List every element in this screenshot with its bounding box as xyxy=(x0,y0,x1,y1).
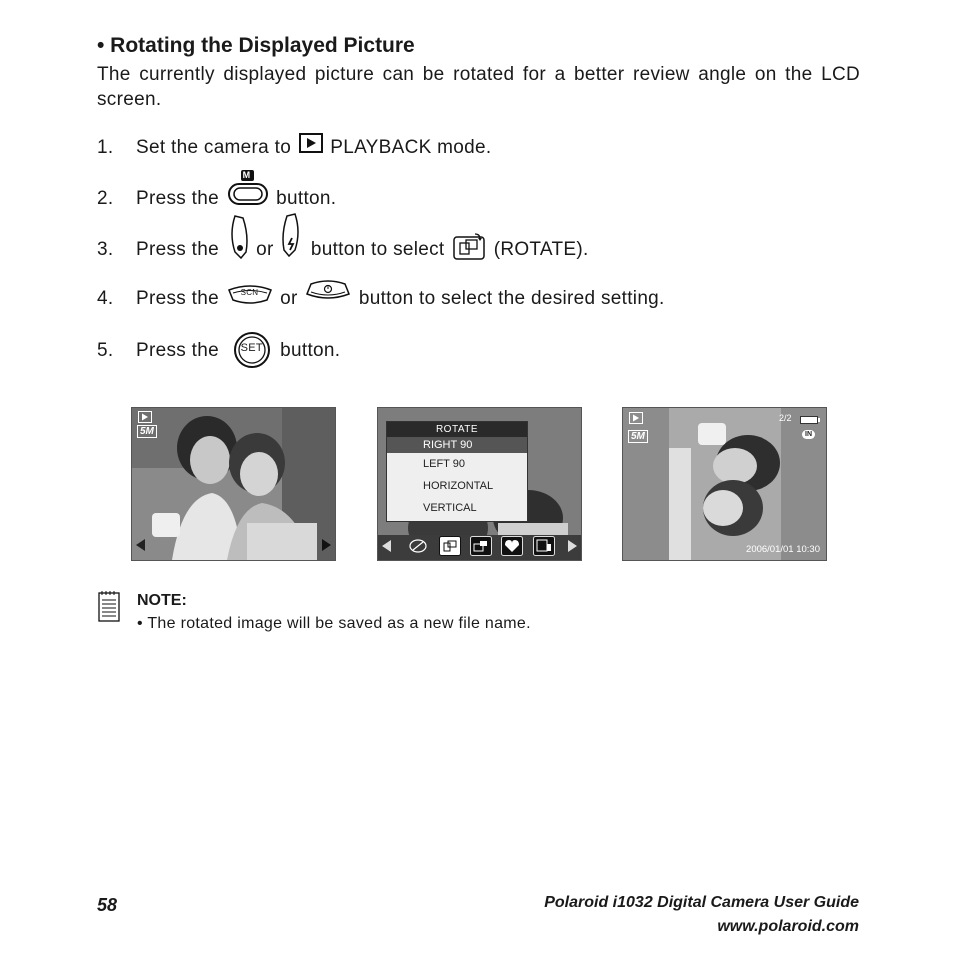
rotate-menu xyxy=(386,421,528,522)
menu-title: ROTATE xyxy=(387,422,527,437)
next-arrow-icon[interactable] xyxy=(321,539,331,551)
note-text: • The rotated image will be saved as a new file name. xyxy=(137,615,531,632)
step-text: Press the xyxy=(136,239,219,261)
step-4 xyxy=(97,288,665,310)
footer-url: www.polaroid.com xyxy=(717,918,859,935)
step-text: or xyxy=(256,239,274,261)
notepad-icon xyxy=(98,590,120,622)
resolution-badge: 5M xyxy=(137,425,157,438)
step-text: Set the camera to xyxy=(136,137,292,159)
step-3 xyxy=(97,238,589,262)
step-text: button. xyxy=(276,188,337,210)
set-button-icon xyxy=(233,339,271,363)
step-number: 5. xyxy=(97,340,114,362)
step-2 xyxy=(97,170,337,211)
step-number: 1. xyxy=(97,137,114,159)
step-text: button. xyxy=(280,340,341,362)
next-arrow-icon[interactable] xyxy=(567,540,577,552)
playback-screen xyxy=(131,407,336,561)
effect-icon[interactable] xyxy=(408,538,428,554)
prev-arrow-icon[interactable] xyxy=(136,539,146,551)
scn-key-label: SCN xyxy=(240,288,259,297)
playback-mode-icon xyxy=(629,412,643,424)
favorite-icon[interactable] xyxy=(501,536,523,556)
self-timer-button-icon xyxy=(305,288,351,310)
menu-item-left-90[interactable]: LEFT 90 xyxy=(423,458,465,470)
note-title: NOTE: xyxy=(137,592,187,609)
step-text: (ROTATE). xyxy=(493,239,589,261)
rotate-icon xyxy=(453,238,485,262)
macro-button-icon xyxy=(227,238,249,262)
internal-memory-badge: IN xyxy=(802,430,815,439)
step-text: PLAYBACK mode. xyxy=(330,137,492,159)
flash-button-icon xyxy=(281,238,303,262)
voice-memo-icon[interactable] xyxy=(533,536,555,556)
menu-item-right-90[interactable]: RIGHT 90 xyxy=(387,437,527,453)
guide-title: Polaroid i1032 Digital Camera User Guide xyxy=(544,894,859,911)
intro-paragraph: The currently displayed picture can be rotated for a better review angle on the LCD screen. xyxy=(97,64,860,110)
playback-photo xyxy=(132,408,335,560)
image-counter: 2/2 xyxy=(779,413,792,423)
rotated-photo xyxy=(623,408,826,560)
step-text: Press the xyxy=(136,188,219,210)
menu-key-label: M xyxy=(242,170,251,180)
battery-icon xyxy=(800,416,820,424)
step-text: button to select xyxy=(310,239,445,261)
rotate-icon[interactable] xyxy=(439,536,461,556)
menu-button-icon xyxy=(227,170,269,211)
step-1 xyxy=(97,137,491,159)
menu-item-vertical[interactable]: VERTICAL xyxy=(423,502,477,514)
step-number: 3. xyxy=(97,239,114,261)
menu-item-horizontal[interactable]: HORIZONTAL xyxy=(423,480,494,492)
rotate-menu-screen xyxy=(377,407,582,561)
step-text: Press the xyxy=(136,288,219,310)
resolution-badge: 5M xyxy=(628,430,648,443)
set-key-label: SET xyxy=(240,342,263,354)
step-5 xyxy=(97,339,340,363)
playback-icon xyxy=(299,133,323,159)
step-number: 2. xyxy=(97,188,114,210)
timestamp: 2006/01/01 10:30 xyxy=(746,544,820,555)
section-heading: • Rotating the Displayed Picture xyxy=(97,34,415,57)
resize-icon[interactable] xyxy=(470,536,492,556)
step-number: 4. xyxy=(97,288,114,310)
scn-button-icon xyxy=(227,288,273,310)
page-number: 58 xyxy=(97,895,118,915)
step-text: or xyxy=(280,288,298,310)
step-text: button to select the desired setting. xyxy=(358,288,665,310)
prev-arrow-icon[interactable] xyxy=(382,540,392,552)
rotated-result-screen xyxy=(622,407,827,561)
step-text: Press the xyxy=(136,340,219,362)
playback-mode-icon xyxy=(138,411,152,423)
